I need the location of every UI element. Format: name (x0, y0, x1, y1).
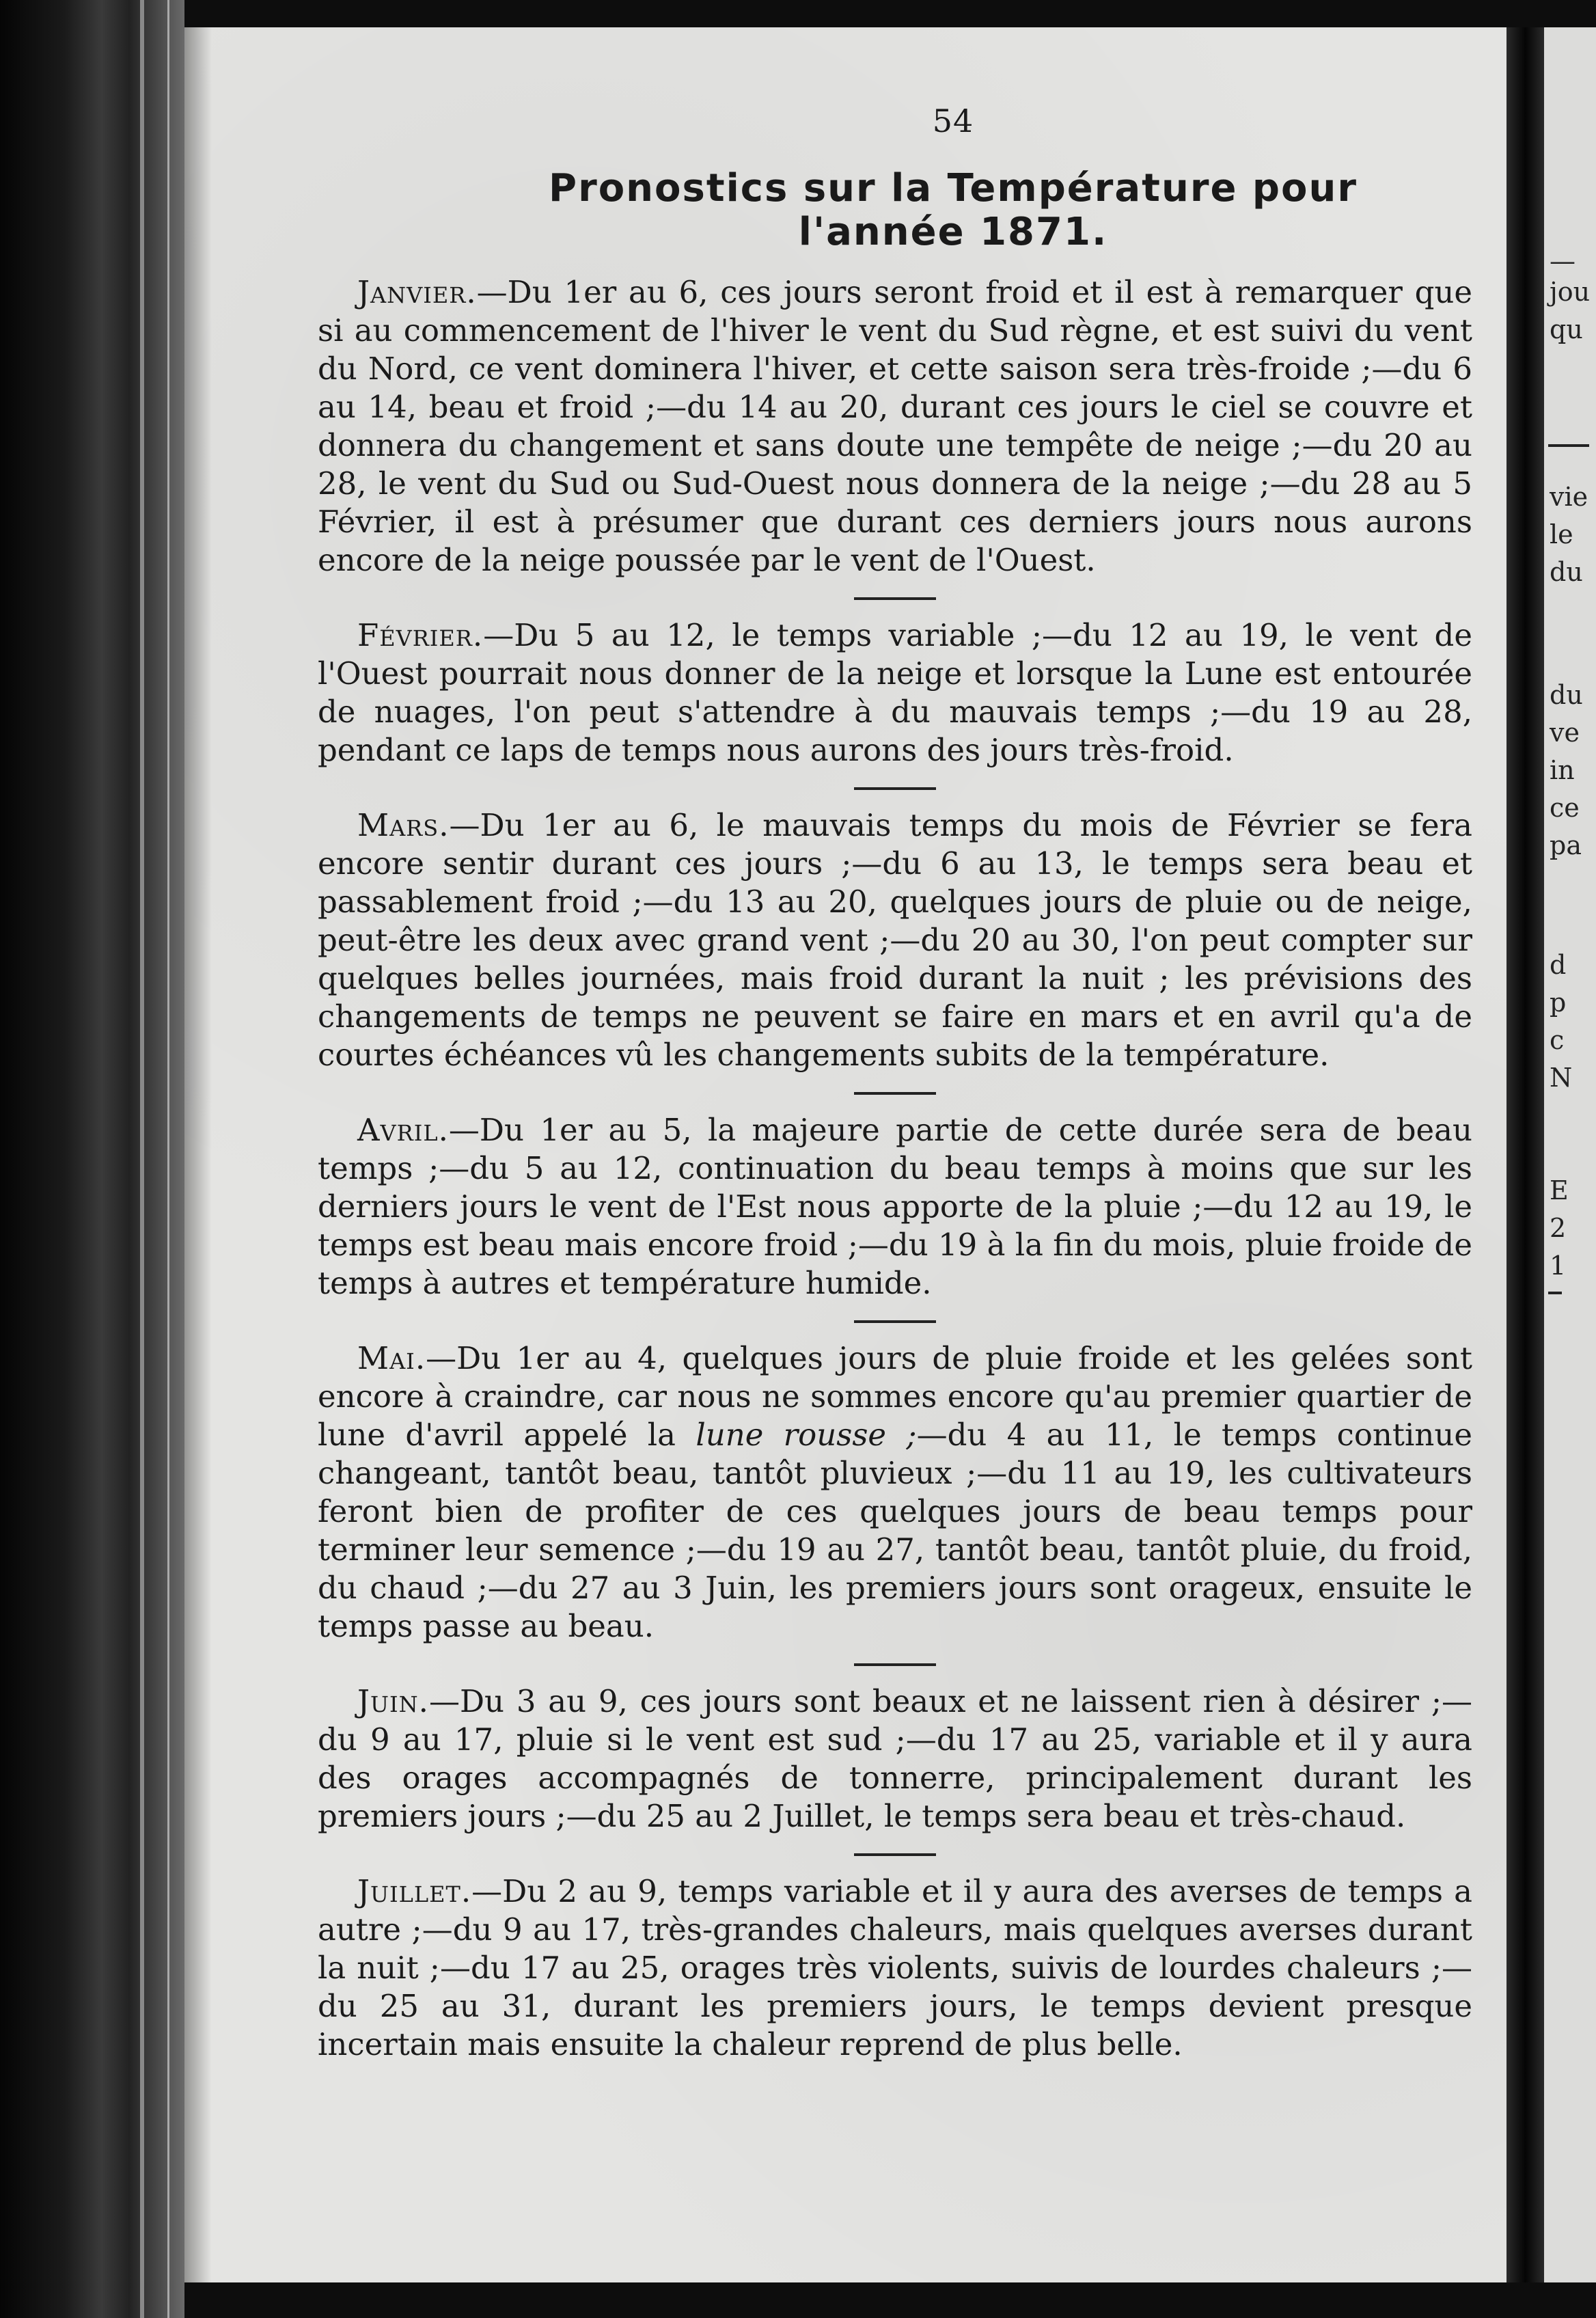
book-binding (0, 0, 184, 2318)
facing-fragment: 2 (1550, 1213, 1567, 1243)
binding-edge (167, 0, 169, 2318)
month-paragraph-avril (318, 1111, 1472, 1303)
facing-fragment: jou (1550, 277, 1591, 307)
month-paragraph-juin (318, 1682, 1472, 1836)
month-paragraph-fevrier (318, 616, 1472, 769)
month-text-italic: lune rousse ; (696, 1417, 917, 1453)
month-text: —Du 3 au 9, ces jours sont beaux et ne laissent rien à désirer ;—du 9 au 17, pluie si le vent est sud ;—du 17 au 25, variable et il y aura des orages accompagnés de tonnerre, principalement durant les premiers jours ;—du 25 au 2 Juillet, le temps sera beau et très-chaud. (318, 1683, 1472, 1834)
facing-fragment: d (1550, 950, 1567, 980)
facing-fragment: c (1550, 1025, 1565, 1055)
facing-fragment: N (1550, 1063, 1573, 1093)
title-line-1: Pronostics sur la Température pour (549, 166, 1358, 210)
facing-fragment: ve (1550, 718, 1580, 748)
facing-fragment: p (1550, 987, 1567, 1018)
page-number: 54 (932, 103, 974, 139)
month-text: —Du 1er au 6, le mauvais temps du mois de Février se fera encore sentir durant ces jours ;—du 6 au 13, le temps sera beau et passablement froid ;—du 13 au 20, quelques jours de pluie ou de neige, peut-être les deux avec grand vent ;—du 20 au 30, l'on peut compter sur quelques belles journées, mais froid durant la nuit ; les prévisions des changements de temps ne peuvent se faire en mars et en avril qu'a de courtes échéances vû les changements subits de la température. (318, 807, 1472, 1073)
facing-fragment: du (1550, 557, 1583, 587)
page-shadow (184, 27, 212, 2282)
month-paragraph-janvier (318, 273, 1472, 580)
facing-fragment: le (1550, 519, 1573, 549)
month-heading: Mars. (357, 807, 450, 843)
binding-edge (140, 0, 144, 2318)
month-paragraph-juillet (318, 1872, 1472, 2064)
section-divider (854, 787, 936, 790)
facing-rule (1548, 444, 1589, 447)
month-heading: Février. (357, 617, 484, 653)
facing-fragment: vie (1550, 482, 1588, 512)
section-divider (854, 1853, 936, 1856)
title-line-2: l'année 1871. (798, 210, 1108, 254)
facing-rule (1548, 1292, 1562, 1294)
section-divider (854, 1320, 936, 1323)
page-content (318, 103, 1472, 2064)
facing-fragment: ce (1550, 793, 1580, 823)
month-text: —Du 5 au 12, le temps variable ;—du 12 au 19, le vent de l'Ouest pourrait nous donner de la neige et lorsque la Lune est entourée de nuages, l'on peut s'attendre à du mauvais temps ;—du 19 au 28, pendant ce laps de temps nous aurons des jours très-froid. (318, 617, 1472, 768)
section-divider (854, 597, 936, 600)
section-divider (854, 1092, 936, 1095)
month-text: —Du 1er au 4, quelques jours de pluie froide et les gelées sont encore à craindre, car nous ne sommes encore qu'au premier quartier de lune d'avril appelé la (318, 1340, 1472, 1453)
month-paragraph-mars (318, 806, 1472, 1074)
month-heading: Juin. (357, 1683, 429, 1719)
month-text: —Du 1er au 6, ces jours seront froid et il est à remarquer que si au commencement de l'hiver le vent du Sud règne, et est suivi du vent du Nord, ce vent dominera l'hiver, et cette saison sera très-froide ;—du 6 au 14, beau et froid ;—du 14 au 20, durant ces jours le ciel se couvre et donnera du changement et sans doute une tempête de neige ;—du 20 au 28, le vent du Sud ou Sud-Ouest nous donnera de la neige ;—du 28 au 5 Février, il est à présumer que durant ces derniers jours nous aurons encore de la neige poussée par le vent de l'Ouest. (318, 274, 1472, 578)
month-paragraph-mai (318, 1339, 1472, 1646)
facing-fragment: qu (1550, 314, 1583, 344)
facing-fragment: in (1550, 755, 1575, 785)
month-text: —Du 2 au 9, temps variable et il y aura des averses de temps a autre ;—du 9 au 17, très-grandes chaleurs, mais quelques averses durant la nuit ;—du 17 au 25, orages très violents, suivis de lourdes chaleurs ;—du 25 au 31, durant les premiers jours, le temps devient presque incertain mais ensuite la chaleur reprend de plus belle. (318, 1873, 1472, 2062)
book-gutter (1506, 27, 1544, 2282)
facing-fragment: 1 (1550, 1251, 1567, 1281)
facing-fragment: du (1550, 680, 1583, 710)
month-heading: Juillet. (357, 1873, 472, 1909)
facing-fragment: pa (1550, 830, 1582, 860)
page-title (318, 167, 1472, 254)
facing-fragment: E (1550, 1175, 1569, 1205)
month-text: —Du 1er au 5, la majeure partie de cette durée sera de beau temps ;—du 5 au 12, continuation du beau temps à moins que sur les derniers jours le vent de l'Est nous apporte de la pluie ;—du 12 au 19, le temps est beau mais encore froid ;—du 19 à la fin du mois, pluie froide de temps à autres et température humide. (318, 1112, 1472, 1301)
facing-page-edge (1544, 27, 1596, 2282)
month-heading: Janvier. (357, 274, 477, 310)
month-heading: Avril. (357, 1112, 449, 1148)
month-heading: Mai. (357, 1340, 426, 1376)
section-divider (854, 1663, 936, 1666)
month-text: —du 4 au 11, le temps continue changeant, tantôt beau, tantôt pluvieux ;—du 11 au 19, les cultivateurs feront bien de profiter de ces quelques jours de beau temps pour terminer leur semence ;—du 19 au 27, tantôt beau, tantôt pluie, du froid, du chaud ;—du 27 au 3 Juin, les premiers jours sont orageux, ensuite le temps passe au beau. (318, 1417, 1472, 1644)
facing-fragment: — (1550, 246, 1576, 276)
